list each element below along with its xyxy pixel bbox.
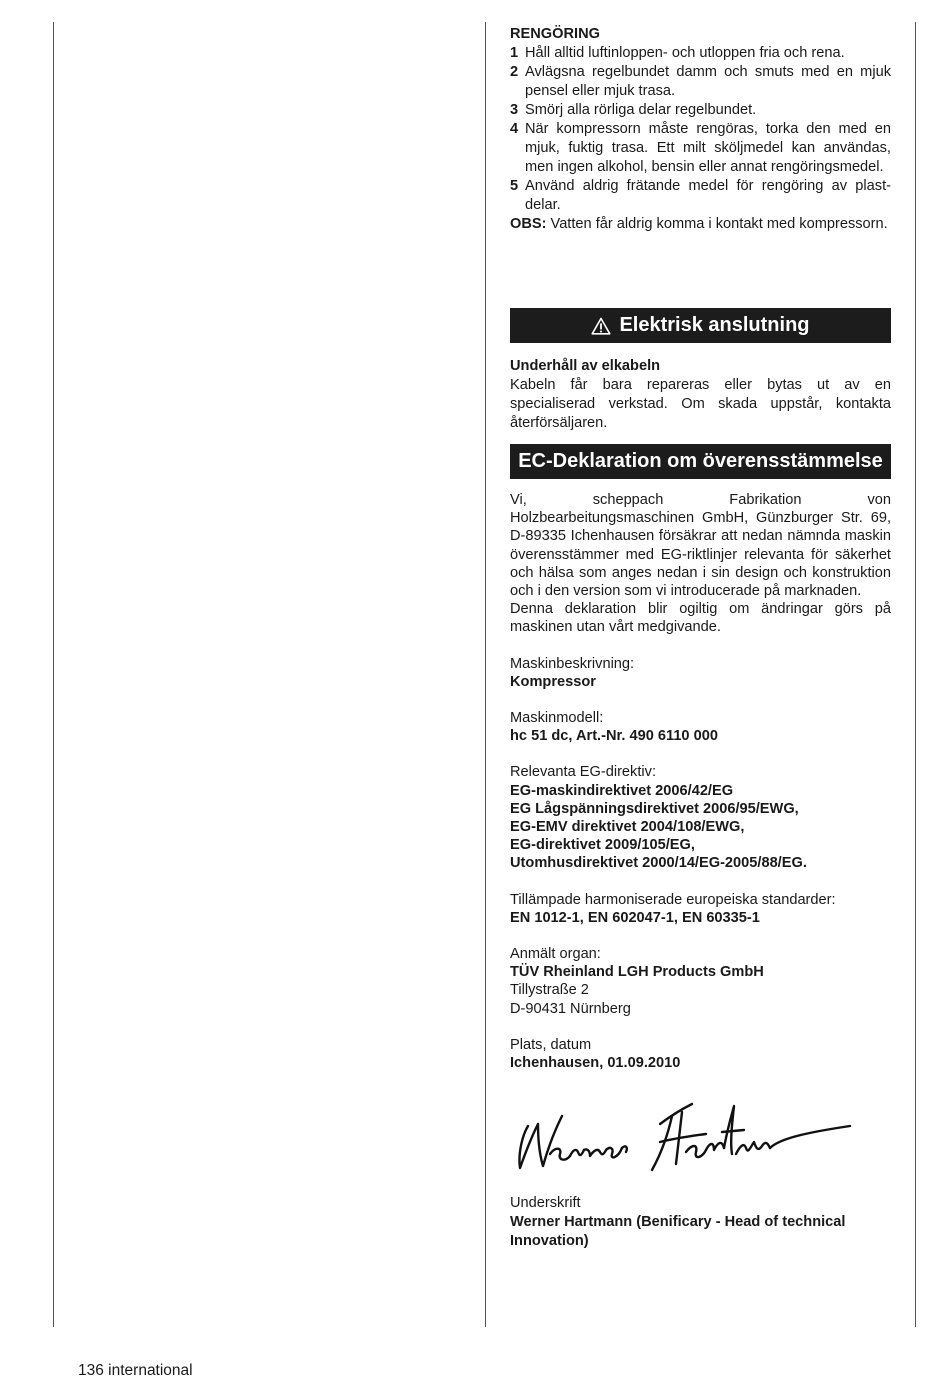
standards-value: EN 1012-1, EN 602047-1, EN 60335-1 [510,909,760,926]
directive-item: EG-EMV direktivet 2004/108/EWG, [510,819,745,836]
machine-desc: Kompressor [510,673,596,690]
signature-label: Underskrift [510,1195,581,1211]
item-text: Avlägsna regelbundet damm och smuts med en mjuk pensel eller mjuk trasa. [525,64,891,99]
cleaning-section [510,25,891,234]
list-item [510,101,891,120]
cleaning-heading: RENGÖRING [510,26,600,42]
ec-intro: Vi, scheppach Fabrikation von Holzbearbeitungsmaschinen GmbH, Günzburger Str. 69, D-89335 Ichenhausen försäkrar att nedan nämnda maskin överensstämmer med EG-riktlinjer relevanta för säkerhet och hälsa som anges nedan i sin design och konstruktion och i den version som vi introducerade på marknaden. [510,492,891,600]
directives-label: Relevanta EG-direktiv: [510,764,656,781]
place-date-label: Plats, datum [510,1036,592,1053]
item-text: Håll alltid luftinloppen- och utloppen fria och rena. [525,45,845,61]
notified-body-city: D-90431 Nürnberg [510,1000,631,1017]
column-rule-middle [485,22,486,1327]
notified-body-name: TÜV Rheinland LGH Products GmbH [510,964,764,981]
item-number: 3 [510,102,519,118]
note-label: OBS: [510,216,547,232]
cleaning-note [510,215,891,234]
column-rule-right [915,22,916,1327]
directive-item: EG-maskindirektivet 2006/42/EG [510,782,734,799]
machine-desc-label: Maskinbeskrivning: [510,655,635,672]
ec-title: EC-Deklaration om överensstämmelse [518,450,883,472]
notified-body-street: Tillystraße 2 [510,982,589,999]
list-item [510,44,891,63]
signature-section [510,1194,891,1251]
electrical-subheading: Underhåll av elkabeln [510,358,661,374]
item-number: 5 [510,178,519,194]
model-label: Maskinmodell: [510,710,604,727]
ec-declaration-bar [510,444,891,479]
column-rule-left [53,22,54,1327]
ec-declaration-section [510,491,891,1072]
ec-invalid-note: Denna deklaration blir ogiltig om ändringar görs på maskinen utan vårt medgivande. [510,601,891,636]
handwritten-signature [510,1096,860,1176]
electrical-text: Kabeln får bara repareras eller bytas ut av en specialiserad verkstad. Om skada uppstår, kontakta återförsäljaren. [510,377,891,431]
note-text: Vatten får aldrig komma i kontakt med kompressorn. [546,216,888,232]
signer-name: Werner Hartmann (Benificary - Head of technical Innovation) [510,1214,846,1249]
electrical-section-bar [510,308,891,343]
item-text: Använd aldrig frätande medel för rengöring av plast-delar. [525,178,891,213]
directive-item: EG Lågspänningsdirektivet 2006/95/EWG, [510,800,799,817]
model-value: hc 51 dc, Art.-Nr. 490 6110 000 [510,728,718,745]
item-text: Smörj alla rörliga delar regelbundet. [525,102,757,118]
electrical-section [510,357,891,433]
item-number: 4 [510,121,519,137]
list-item [510,63,891,101]
item-number: 1 [510,45,519,61]
notified-body-label: Anmält organ: [510,946,601,963]
standards-label: Tillämpade harmoniserade europeiska standarder: [510,891,836,908]
item-number: 2 [510,64,519,80]
directive-item: Utomhusdirektivet 2000/14/EG-2005/88/EG. [510,855,807,872]
warning-triangle-icon [591,317,611,335]
item-text: När kompressorn måste rengöras, torka den med en mjuk, fuktig trasa. Ett milt sköljmedel kan användas, men ingen alkohol, bensin eller annat rengöringsmedel. [525,121,891,175]
place-date-value: Ichenhausen, 01.09.2010 [510,1055,681,1072]
page-footer: 136 international [78,1362,193,1379]
list-item [510,120,891,177]
electrical-title: Elektrisk anslutning [619,314,810,336]
directive-item: EG-direktivet 2009/105/EG, [510,837,695,854]
list-item [510,177,891,215]
